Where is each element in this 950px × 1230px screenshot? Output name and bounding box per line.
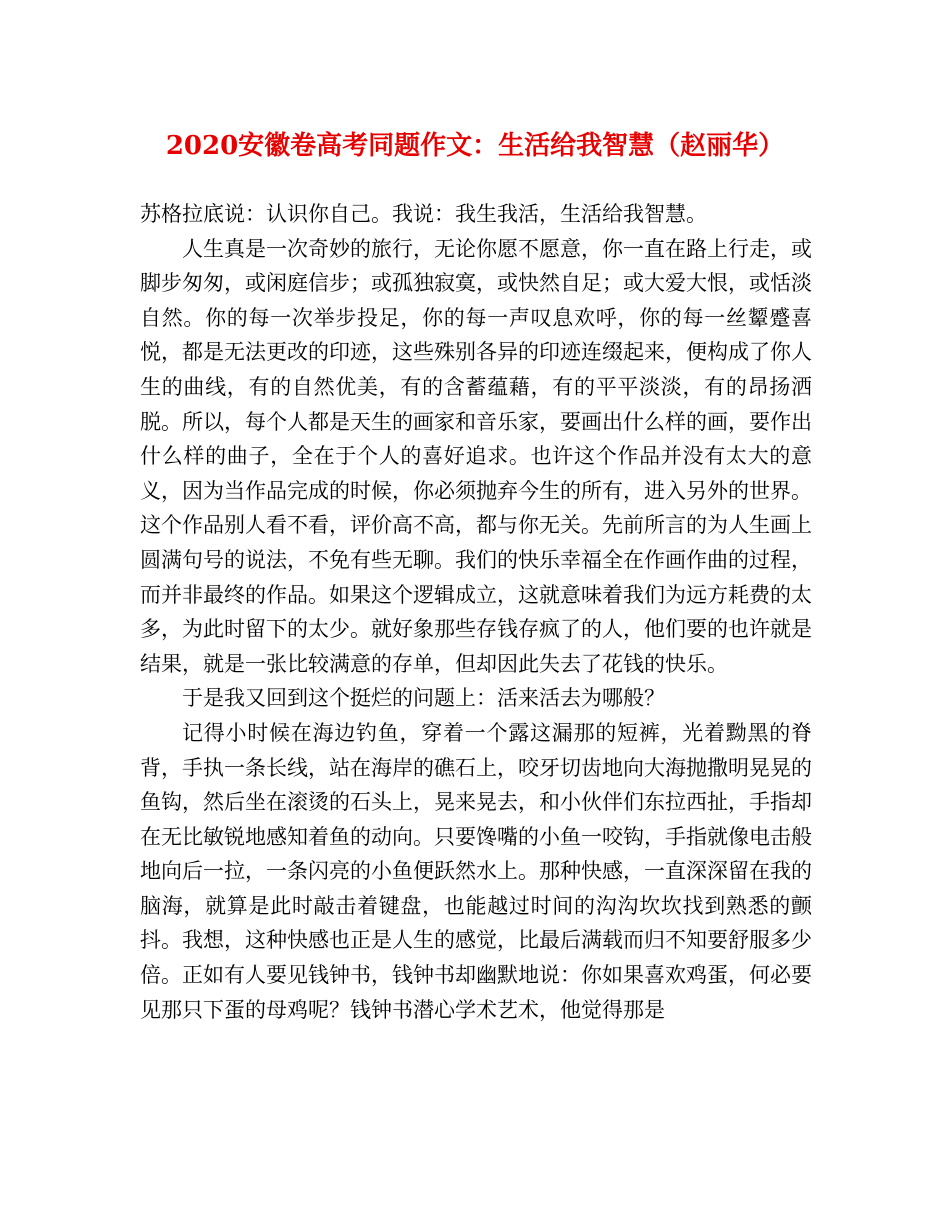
paragraph-2: 人生真是一次奇妙的旅行，无论你愿不愿意，你一直在路上行走，或脚步匆匆，或闲庭信步；或孤独寂寞，或快然自足；或大爱大恨，或恬淡自然。你的每一次举步投足，你的每一声叹息欢呼，你的每一丝颦蹙喜悦，都是无法更改的印迹，这些殊别各异的印迹连缀起来，便构成了你人生的曲线，有的自然优美，有的含蓄蕴藉，有的平平淡淡，有的昂扬洒脱。所以，每个人都是天生的画家和音乐家，要画出什么样的画，要作出什么样的曲子，全在于个人的喜好追求。也许这个作品并没有太大的意义，因为当作品完成的时候，你必须抛弃今生的所有，进入另外的世界。这个作品别人看不看，评价高不高，都与你无关。先前所言的为人生画上圆满句号的说法，不免有些无聊。我们的快乐幸福全在作画作曲的过程，而并非最终的作品。如果这个逻辑成立，这就意味着我们为远方耗费的太多，为此时留下的太少。就好象那些存钱存疯了的人，他们要的也许就是结果，就是一张比较满意的存单，但却因此失去了花钱的快乐。 [140,236,812,676]
document-title: 2020安徽卷高考同题作文：生活给我智慧（赵丽华） [165,131,785,161]
paragraph-1: 苏格拉底说：认识你自己。我说：我生我活，生活给我智慧。 [140,202,707,226]
paragraph-4: 记得小时候在海边钓鱼，穿着一个露这漏那的短裤，光着黝黑的脊背，手执一条长线，站在海岸的礁石上，咬牙切齿地向大海抛撒明晃晃的鱼钩，然后坐在滚烫的石头上，晃来晃去，和小伙伴们东拉西扯，手指却在无比敏锐地感知着鱼的动向。只要馋嘴的小鱼一咬钩，手指就像电击般地向后一拉，一条闪亮的小鱼便跃然水上。那种快感，一直深深留在我的脑海，就算是此时敲击着键盘，也能越过时间的沟沟坎坎找到熟悉的颤抖。我想，这种快感也正是人生的感觉，比最后满载而归不知要舒服多少倍。正如有人要见钱钟书，钱钟书却幽默地说：你如果喜欢鸡蛋，何必要见那只下蛋的母鸡呢？钱钟书潜心学术艺术，他觉得那是 [140,720,812,1022]
paragraph-3: 于是我又回到这个挺烂的问题上：活来活去为哪般？ [182,686,665,711]
document-body [140,197,812,1027]
